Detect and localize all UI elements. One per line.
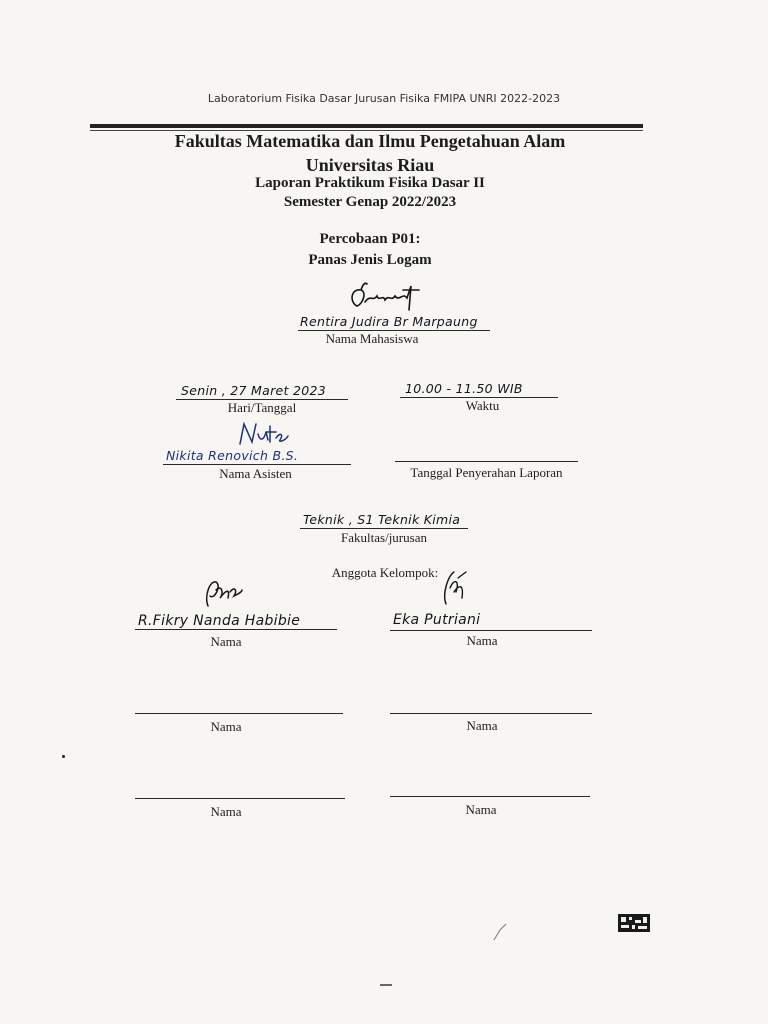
scan-dash xyxy=(380,984,392,986)
group-title: Anggota Kelompok: xyxy=(331,565,439,580)
member-3-line xyxy=(135,713,343,714)
member-1-label: Nama xyxy=(210,634,242,649)
university-title: Universitas Riau xyxy=(305,155,435,175)
submission-date-label: Tanggal Penyerahan Laporan xyxy=(410,465,563,480)
time-label: Waktu xyxy=(465,398,500,413)
member-6-label: Nama xyxy=(465,802,497,817)
member-2-name-handwritten: Eka Putriani xyxy=(393,612,481,628)
student-name-label: Nama Mahasiswa xyxy=(325,331,419,346)
time-handwritten: 10.00 - 11.50 WIB xyxy=(405,381,523,396)
assistant-name-handwritten: Nikita Renovich B.S. xyxy=(166,448,299,463)
member-6-line xyxy=(390,796,590,797)
day-date-handwritten: Senin , 27 Maret 2023 xyxy=(181,383,327,398)
experiment-code: Percobaan P01: xyxy=(319,231,421,247)
member-2-line xyxy=(390,630,592,631)
faculty-dept-handwritten: Teknik , S1 Teknik Kimia xyxy=(303,512,461,527)
member-2-signature xyxy=(438,568,468,608)
member-1-line xyxy=(135,629,337,630)
submission-date-line xyxy=(395,461,578,462)
day-date-label: Hari/Tanggal xyxy=(227,400,297,415)
student-name-handwritten: Rentira Judira Br Marpaung xyxy=(300,314,478,329)
scanner-stamp-icon xyxy=(618,914,650,932)
faculty-title: Fakultas Matematika dan Ilmu Pengetahuan Alam xyxy=(174,131,566,151)
header-rule-thick xyxy=(90,124,643,128)
student-signature xyxy=(345,280,425,314)
scan-mark xyxy=(492,920,510,942)
member-4-line xyxy=(390,713,592,714)
report-title: Laporan Praktikum Fisika Dasar II xyxy=(255,175,485,191)
member-4-label: Nama xyxy=(466,718,498,733)
experiment-name: Panas Jenis Logam xyxy=(308,252,432,268)
lab-header-line: Laboratorium Fisika Dasar Jurusan Fisika FMIPA UNRI 2022-2023 xyxy=(207,92,561,105)
member-5-line xyxy=(135,798,345,799)
member-1-name-handwritten: R.Fikry Nanda Habibie xyxy=(138,613,301,629)
assistant-name-line xyxy=(163,464,351,465)
member-5-label: Nama xyxy=(210,804,242,819)
member-3-label: Nama xyxy=(210,719,242,734)
scan-speck xyxy=(62,755,65,758)
semester-title: Semester Genap 2022/2023 xyxy=(283,194,457,210)
member-1-signature xyxy=(198,576,244,612)
faculty-dept-label: Fakultas/jurusan xyxy=(341,530,427,545)
assistant-name-label: Nama Asisten xyxy=(219,466,292,481)
member-2-label: Nama xyxy=(466,633,498,648)
faculty-dept-line xyxy=(300,528,468,529)
assistant-signature xyxy=(236,420,290,448)
